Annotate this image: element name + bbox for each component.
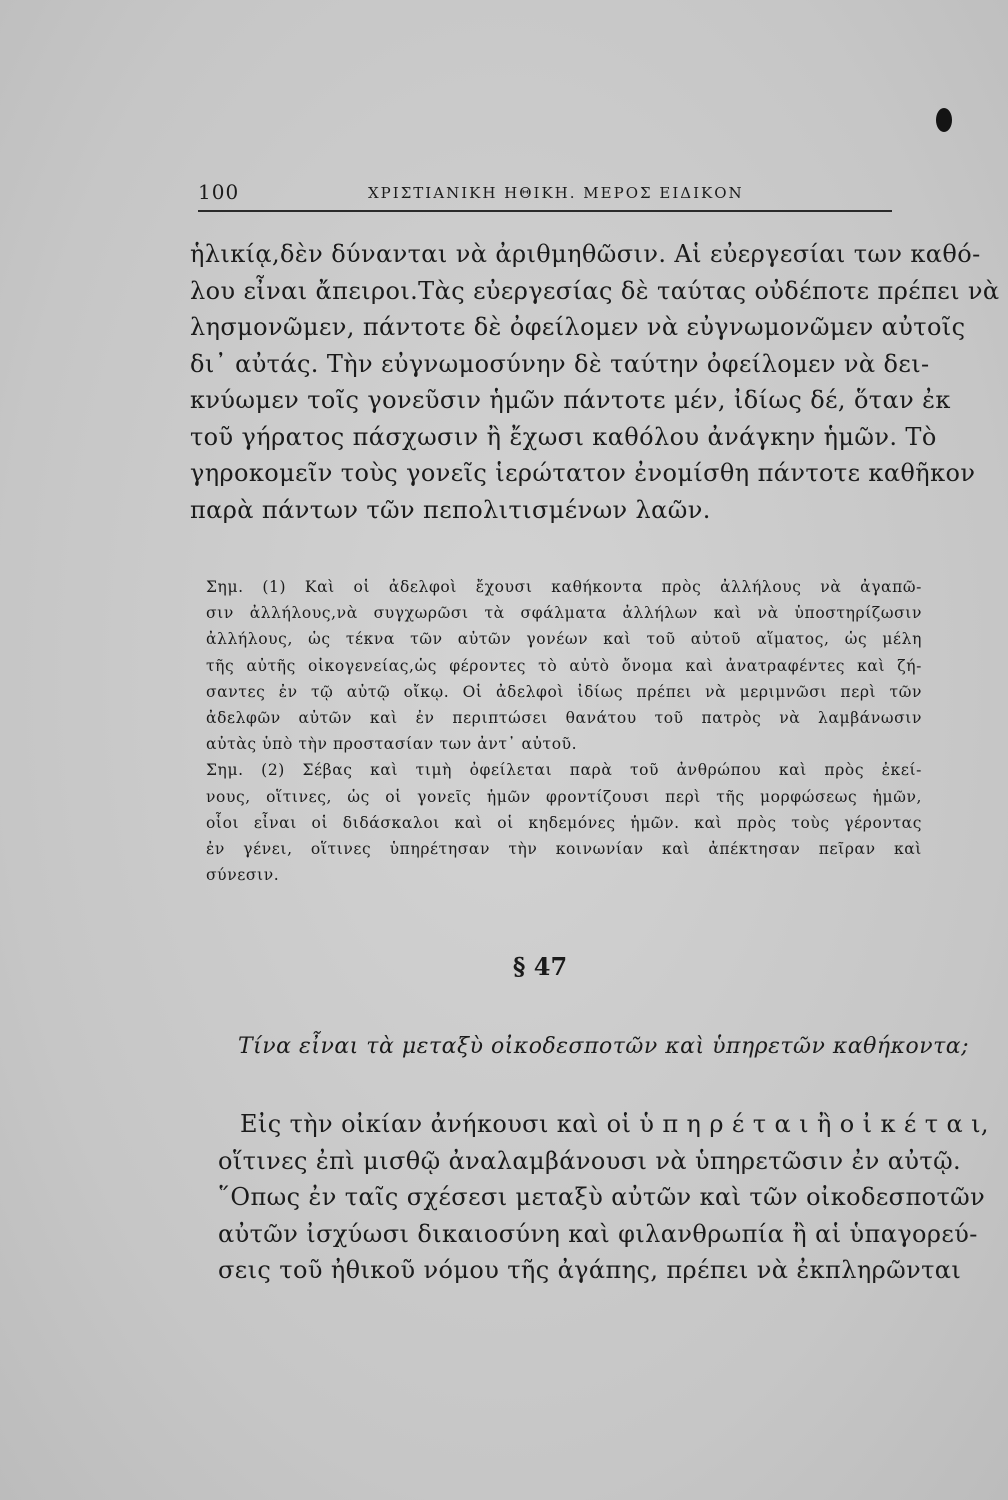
main-paragraph xyxy=(190,236,1000,528)
text-line: αὐτῶν ἰσχύωσι δικαιοσύνη καὶ φιλανθρωπία ἢ αἱ ὑπαγορεύ- xyxy=(218,1219,978,1248)
text-line: γηροκομεῖν τοὺς γονεῖς ἱερώτατον ἐνομίσθη πάντοτε καθῆκον xyxy=(190,459,976,487)
footnotes xyxy=(206,574,922,888)
note-line: σύνεσιν. xyxy=(206,866,280,885)
header-rule xyxy=(198,210,892,212)
section-question: Τίνα εἶναι τὰ μεταξὺ οἰκοδεσποτῶν καὶ ὑπηρετῶν καθήκοντα; xyxy=(238,1034,970,1059)
note-line: Σημ. (1) Καὶ οἱ ἀδελφοὶ ἔχουσι καθήκοντα πρὸς ἀλλήλους νὰ ἀγαπῶ- xyxy=(206,578,922,596)
note-line: νους, οἵτινες, ὡς οἱ γονεῖς ἡμῶν φροντίζουσι περὶ τῆς μορφώσεως ἡμῶν, xyxy=(206,787,922,806)
note-line: τῆς αὐτῆς οἰκογενείας,ὡς φέροντες τὸ αὐτὸ ὄνομα καὶ ἀνατραφέντες καὶ ζή- xyxy=(206,656,922,675)
text-line: ἡλικίᾳ,δὲν δύνανται νὰ ἀριθμηθῶσιν. Αἱ εὐεργεσίαι των καθό- xyxy=(190,240,981,268)
answer-paragraph xyxy=(218,1106,989,1289)
text-line: λου εἶναι ἄπειροι.Τὰς εὐεργεσίας δὲ ταύτας οὐδέποτε πρέπει νὰ xyxy=(190,276,1000,305)
note-line: ἀλλήλους, ὡς τέκνα τῶν αὐτῶν γονέων καὶ τοῦ αὐτοῦ αἵματος, ὡς μέλη xyxy=(206,630,922,649)
section-number: § 47 xyxy=(512,952,568,981)
note-line: Σημ. (2) Σέβας καὶ τιμὴ ὀφείλεται παρὰ τοῦ ἀνθρώπου καὶ πρὸς ἐκεί- xyxy=(206,761,922,780)
note-line: σιν ἀλλήλους,νὰ συγχωρῶσι τὰ σφάλματα ἀλλήλων καὶ νὰ ὑποστηρίζωσιν xyxy=(206,604,922,623)
text-line: δι᾽ αὐτάς. Τὴν εὐγνωμοσύνην δὲ ταύτην ὀφείλομεν νὰ δει- xyxy=(190,349,930,378)
text-line: σεις τοῦ ἠθικοῦ νόμου τῆς ἀγάπης, πρέπει νὰ ἐκπληρῶνται xyxy=(218,1256,962,1284)
note-line: σαντες ἐν τῷ αὐτῷ οἴκῳ. Οἱ ἀδελφοὶ ἰδίως πρέπει νὰ μεριμνῶσι περὶ τῶν xyxy=(206,682,922,701)
page-number: 100 xyxy=(198,180,240,204)
note-line: αὐτὰς ὑπὸ τὴν προστασίαν των ἀντ᾽ αὐτοῦ. xyxy=(206,735,578,754)
text-line: παρὰ πάντων τῶν πεπολιτισμένων λαῶν. xyxy=(190,495,711,524)
text-line: οἵτινες ἐπὶ μισθῷ ἀναλαμβάνουσι νὰ ὑπηρετῶσιν ἐν αὐτῷ. xyxy=(218,1146,962,1175)
page-header xyxy=(198,180,892,210)
text-line: λησμονῶμεν, πάντοτε δὲ ὀφείλομεν νὰ εὐγνωμονῶμεν αὐτοῖς xyxy=(190,313,966,341)
text-line: Εἰς τὴν οἰκίαν ἀνήκουσι καὶ οἱ ὑ π η ρ έ τ α ι ἢ ο ἰ κ έ τ α ι, xyxy=(240,1110,989,1138)
text-line: τοῦ γήρατος πάσχωσιν ἢ ἔχωσι καθόλου ἀνάγκην ἡμῶν. Τὸ xyxy=(190,422,937,451)
running-head: ΧΡΙΣΤΙΑΝΙΚΗ ΗΘΙΚΗ. ΜΕΡΟΣ ΕΙΔΙΚΟΝ xyxy=(368,184,744,202)
ink-blot xyxy=(936,108,952,132)
text-line: ῞Οπως ἐν ταῖς σχέσεσι μεταξὺ αὐτῶν καὶ τῶν οἰκοδεσποτῶν xyxy=(218,1183,986,1211)
note-line: οἷοι εἶναι οἱ διδάσκαλοι καὶ οἱ κηδεμόνες ἡμῶν. καὶ πρὸς τοὺς γέροντας xyxy=(206,813,922,832)
note-line: ἐν γένει, οἵτινες ὑπηρέτησαν τὴν κοινωνίαν καὶ ἀπέκτησαν πεῖραν καὶ xyxy=(206,840,922,859)
text-line: κνύωμεν τοῖς γονεῦσιν ἡμῶν πάντοτε μέν, ἰδίως δέ, ὅταν ἐκ xyxy=(190,386,951,414)
note-line: ἀδελφῶν αὐτῶν καὶ ἐν περιπτώσει θανάτου τοῦ πατρὸς νὰ λαμβάνωσιν xyxy=(206,709,922,728)
